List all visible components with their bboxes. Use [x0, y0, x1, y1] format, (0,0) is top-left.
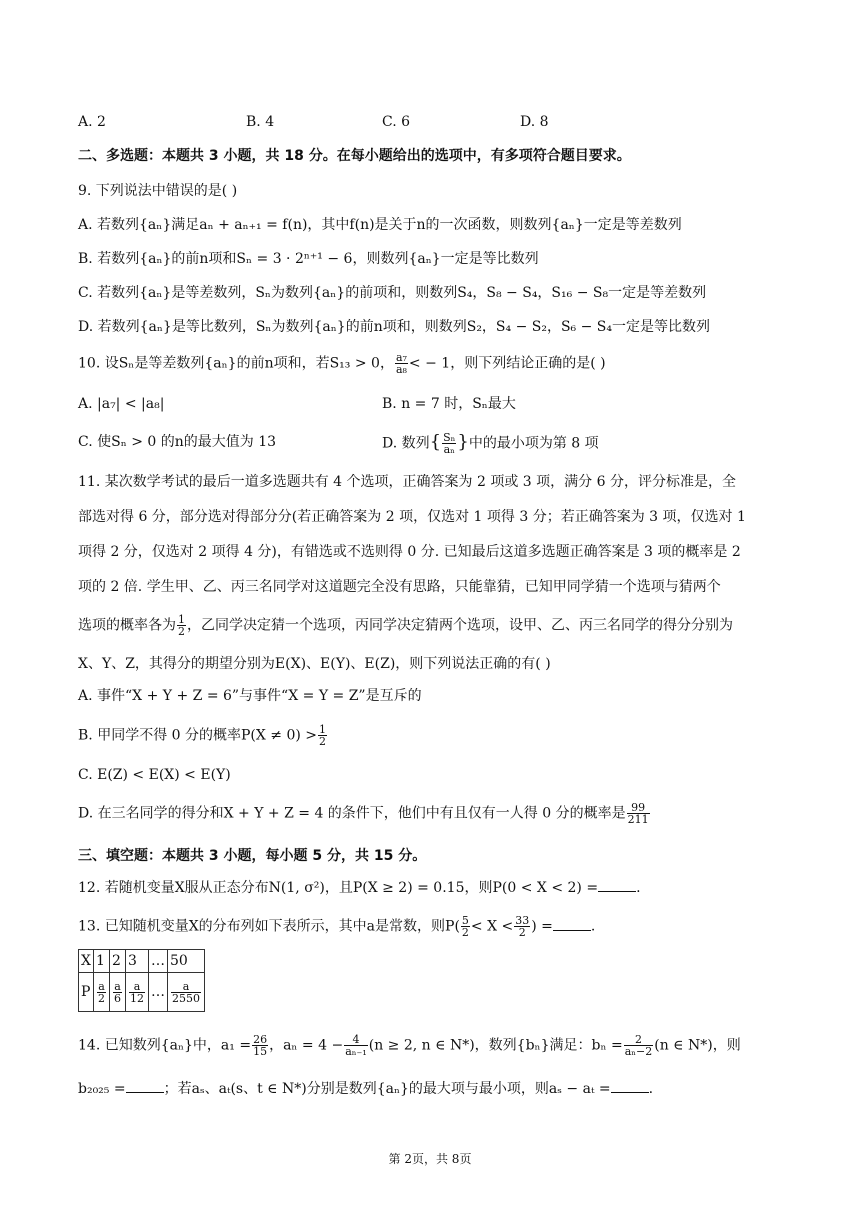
q14-fraction-3 [624, 1034, 654, 1057]
q13-fraction-2 [514, 915, 530, 938]
q11-b-fraction [318, 724, 327, 747]
q11-b-fraction-num: 1 [319, 723, 327, 736]
distribution-table [78, 949, 205, 1012]
section-2-heading: 二、多选题：本题共 3 小题，共 18 分。在每小题给出的选项中，有多项符合题目要求。 [78, 148, 631, 164]
q9-option-c: C. 若数列{aₙ}是等差数列，Sₙ为数列{aₙ}的前项和，则数列S₄，S₈ − S₄，S₁₆ − S₈一定是等差数列 [78, 285, 707, 301]
q14-fraction-2-den: aₙ₋₁ [345, 1045, 367, 1058]
q10-option-c: C. 使Sₙ > 0 的n的最大值为 13 [78, 434, 277, 450]
table-fraction-num: a [114, 979, 121, 993]
q14-fraction-2 [344, 1034, 368, 1057]
q13-fraction-1 [461, 915, 470, 938]
q14-answer-blank-2[interactable] [611, 1078, 649, 1093]
q13 [78, 915, 800, 938]
q10-fraction-num: a₇ [395, 351, 407, 364]
q14-text-3: (n ≥ 2, n ∈ N*)，数列{bₙ}满足：bₙ = [368, 1037, 623, 1054]
q11-line-5 [78, 614, 800, 637]
q14-fraction-3-num: 2 [624, 1034, 654, 1046]
q10-option-b: B. n = 7 时，Sₙ最大 [382, 396, 516, 412]
q11-line-3: 项得 2 分，仅选对 2 项得 4 分)，有错选或不选则得 0 分. 已知最后这道多选题正确答案是 3 项的概率是 2 [78, 544, 741, 560]
table-cell: 50 [167, 950, 204, 973]
q13-fraction-2-num: 33 [515, 914, 530, 927]
q8-option-a: A. 2 [78, 114, 106, 130]
q9-option-a: A. 若数列{aₙ}满足aₙ + aₙ₊₁ = f(n)，其中f(n)是关于n的一次函数，则数列{aₙ}一定是等差数列 [78, 217, 682, 233]
table-cell [167, 973, 204, 1012]
q10-row-ab [78, 394, 800, 414]
table-fraction-den: 2550 [171, 991, 200, 1005]
q11-line-5-part1: 选项的概率各为 [78, 617, 176, 634]
q14-text-4: (n ∈ N*)，则 [654, 1037, 741, 1054]
q14-fraction-1-num: 26 [253, 1033, 268, 1046]
q9-option-b: B. 若数列{aₙ}的前n项和Sₙ = 3 · 2ⁿ⁺¹ − 6，则数列{aₙ}一定是等比数列 [78, 251, 539, 267]
q13-text-mid: < X < [470, 918, 514, 935]
q10-option-d-part1: D. 数列 [382, 435, 430, 452]
q10-brace-left: { [429, 431, 442, 453]
q10-option-d [382, 432, 599, 455]
q10-brace-right: } [457, 431, 469, 453]
q10-stem-part2: < − 1，则下列结论正确的是( ) [408, 355, 606, 372]
q11-b-fraction-den: 2 [319, 735, 327, 748]
q11-half-fraction [177, 614, 186, 637]
q11-line-2: 部选对得 6 分，部分选对得部分分(若正确答案为 2 项，仅选对 1 项得 3 分；若正确答案为 3 项，仅选对 1 [78, 509, 746, 525]
q11-d-fraction-den: 211 [627, 813, 649, 826]
distribution-row-x [79, 950, 205, 973]
q14-text-5: b₂₀₂₅ = [78, 1081, 126, 1097]
q14-fraction-2-num: 4 [344, 1034, 368, 1046]
q12 [78, 877, 800, 898]
q8-option-c: C. 6 [382, 114, 411, 130]
q13-period: . [590, 918, 596, 935]
q10-row-cd [78, 431, 800, 456]
q12-answer-blank[interactable] [598, 877, 636, 892]
q10-d-fraction-num: Sₙ [443, 431, 456, 444]
q8-option-b: B. 4 [246, 114, 275, 130]
q11-line-5-part2: ，乙同学决定猜一个选项，丙同学决定猜两个选项，设甲、乙、丙三名同学的得分分别为 [187, 617, 733, 634]
q11-half-den: 2 [178, 625, 185, 638]
page-footer: 第 2页，共 8页 [388, 1152, 472, 1166]
distribution-row-p [79, 973, 205, 1012]
q13-fraction-2-den: 2 [518, 926, 526, 939]
q13-answer-blank[interactable] [553, 916, 591, 931]
q14-fraction-1 [252, 1034, 268, 1057]
table-cell: … [148, 973, 167, 1012]
q9-stem: 9. 下列说法中错误的是( ) [78, 183, 238, 199]
q13-text-1: 13. 已知随机变量X的分布列如下表所示，其中a是常数，则P( [78, 918, 460, 935]
q11-d-fraction-num: 99 [627, 802, 650, 814]
table-fraction [129, 981, 145, 1004]
table-fraction [97, 981, 106, 1004]
table-fraction-den: 12 [129, 991, 144, 1005]
q10-d-fraction [442, 432, 456, 455]
q10-fraction [395, 352, 408, 375]
table-cell: 2 [109, 950, 125, 973]
q11-option-d-text: D. 在三名同学的得分和X + Y + Z = 4 的条件下，他们中有且仅有一人得 0 分的概率是 [78, 805, 626, 822]
q10-option-a: A. |a₇| < |a₈| [78, 396, 165, 412]
q10-option-d-part2: 中的最小项为第 8 项 [468, 435, 599, 452]
table-cell: 3 [125, 950, 148, 973]
table-fraction-num: a [129, 981, 145, 993]
q11-option-b-text: B. 甲同学不得 0 分的概率P(X ≠ 0) > [78, 727, 318, 744]
q11-option-a: A. 事件“X + Y + Z = 6”与事件“X = Y = Z”是互斥的 [78, 688, 422, 704]
q14-fraction-1-den: 15 [253, 1045, 268, 1058]
q8-options [78, 112, 800, 132]
table-cell: 1 [93, 950, 109, 973]
table-fraction-num: a [171, 981, 201, 993]
table-fraction-den: 6 [113, 991, 121, 1005]
q14-line-1 [78, 1034, 800, 1057]
q11-line-1: 11. 某次数学考试的最后一道多选题共有 4 个选项，正确答案为 2 项或 3 项，满分 6 分，评分标准是，全 [78, 474, 736, 490]
q14-fraction-3-den: aₙ−2 [624, 1045, 653, 1058]
q10-stem-part1: 10. 设Sₙ是等差数列{aₙ}的前n项和，若S₁₃ > 0， [78, 355, 394, 372]
table-fraction [171, 981, 201, 1004]
table-cell: … [148, 950, 167, 973]
q14-text-1: 14. 已知数列{aₙ}中，a₁ = [78, 1037, 252, 1054]
q11-option-c: C. E(Z) < E(X) < E(Y) [78, 767, 231, 783]
q10-fraction-den: a₈ [395, 363, 407, 376]
table-cell [93, 973, 109, 1012]
q14-text-6: ；若aₛ、aₜ(s、t ∈ N*)分别是数列{aₙ}的最大项与最小项，则aₛ − aₜ = [163, 1081, 611, 1097]
q13-fraction-1-den: 2 [461, 926, 469, 939]
q10-stem [78, 352, 800, 375]
table-fraction [113, 981, 122, 1004]
table-fraction-den: 2 [97, 991, 105, 1005]
q14-text-2: ，aₙ = 4 − [269, 1037, 344, 1054]
q11-option-d [78, 802, 800, 825]
section-3-heading: 三、填空题：本题共 3 小题，每小题 5 分，共 15 分。 [78, 848, 427, 864]
table-cell [109, 973, 125, 1012]
table-cell [125, 973, 148, 1012]
q11-d-fraction [627, 802, 650, 825]
q10-d-fraction-den: aₙ [443, 443, 455, 456]
q13-text-2: ) = [531, 918, 553, 935]
q13-fraction-1-num: 5 [461, 914, 469, 927]
q14-answer-blank-1[interactable] [126, 1078, 164, 1093]
q8-option-d: D. 8 [520, 114, 549, 130]
table-cell: P [79, 973, 94, 1012]
q14-period: . [648, 1081, 654, 1097]
q11-half-num: 1 [178, 613, 185, 626]
q11-line-6: X、Y、Z，其得分的期望分别为E(X)、E(Y)、E(Z)，则下列说法正确的有( ) [78, 656, 551, 672]
q12-period: . [636, 880, 641, 896]
q12-text: 12. 若随机变量X服从正态分布N(1, σ²)，且P(X ≥ 2) = 0.15，则P(0 < X < 2) = [78, 880, 599, 896]
q9-option-d: D. 若数列{aₙ}是等比数列，Sₙ为数列{aₙ}的前n项和，则数列S₂，S₄ − S₂，S₆ − S₄一定是等比数列 [78, 319, 711, 335]
q11-line-4: 项的 2 倍. 学生甲、乙、丙三名同学对这道题完全没有思路，只能靠猜，已知甲同学猜一个选项与猜两个 [78, 579, 721, 595]
table-fraction-num: a [98, 979, 105, 993]
q11-option-b [78, 724, 800, 747]
q14-line-2 [78, 1078, 800, 1099]
table-cell: X [79, 950, 94, 973]
